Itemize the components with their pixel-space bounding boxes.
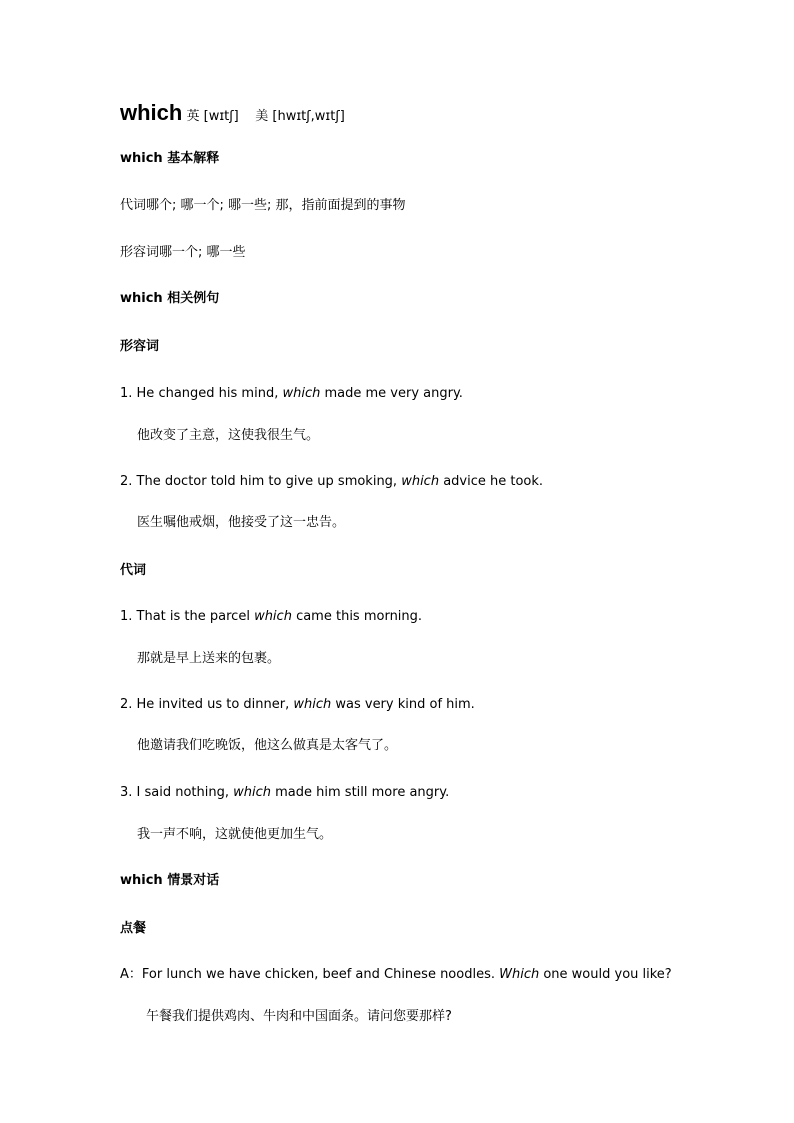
adj-example-2-cn: 医生嘱他戒烟，他接受了这一忠告。 bbox=[137, 515, 346, 530]
example-keyword: which bbox=[282, 386, 321, 401]
example-keyword: which bbox=[254, 609, 292, 624]
dialog-topic: 点餐 bbox=[120, 921, 147, 936]
dialog-text: one would you like? bbox=[539, 967, 672, 982]
dialog-keyword: Which bbox=[499, 967, 540, 982]
adj-heading: 形容词 bbox=[120, 339, 160, 354]
examples-heading: which 相关例句 bbox=[120, 291, 220, 306]
pron-example-3 bbox=[120, 784, 449, 802]
entry-word: which bbox=[120, 100, 183, 125]
adj-example-1-cn: 他改变了主意，这使我很生气。 bbox=[137, 428, 320, 443]
example-keyword: which bbox=[233, 785, 272, 800]
us-label: 美 bbox=[255, 109, 269, 124]
example-text: 3. I said nothing, bbox=[120, 785, 234, 800]
dialog-line bbox=[120, 966, 672, 984]
example-text: 2. The doctor told him to give up smoking, bbox=[120, 474, 402, 489]
dialog-line-cn: 午餐我们提供鸡肉、牛肉和中国面条。请问您要那样? bbox=[146, 1009, 452, 1024]
example-keyword: which bbox=[293, 697, 332, 712]
pron-example-1-cn: 那就是早上送来的包裹。 bbox=[137, 651, 281, 666]
pron-heading: 代词 bbox=[120, 563, 147, 578]
example-text: advice he took. bbox=[439, 474, 544, 489]
adj-example-2 bbox=[120, 473, 543, 491]
entry-header bbox=[120, 100, 345, 126]
example-text: made him still more angry. bbox=[271, 785, 450, 800]
uk-label: 英 bbox=[186, 109, 200, 124]
example-text: made me very angry. bbox=[320, 386, 463, 401]
pron-example-2-cn: 他邀请我们吃晚饭，他这么做真是太客气了。 bbox=[137, 738, 398, 753]
dialog-text: A：For lunch we have chicken, beef and Chinese noodles. bbox=[120, 967, 500, 982]
us-phonetic: [hwɪtʃ,wɪtʃ] bbox=[272, 109, 345, 124]
basic-heading: which 基本解释 bbox=[120, 151, 220, 166]
uk-phonetic: [wɪtʃ] bbox=[203, 109, 239, 124]
adj-example-1 bbox=[120, 385, 463, 403]
basic-pronoun-def: 代词哪个; 哪一个; 哪一些; 那，指前面提到的事物 bbox=[120, 198, 406, 213]
example-text: 2. He invited us to dinner, bbox=[120, 697, 294, 712]
example-text: came this morning. bbox=[291, 609, 423, 624]
example-keyword: which bbox=[401, 474, 440, 489]
pron-example-3-cn: 我一声不响，这就使他更加生气。 bbox=[137, 827, 333, 842]
dialog-heading: which 情景对话 bbox=[120, 873, 220, 888]
pron-example-1 bbox=[120, 608, 422, 626]
pron-example-2 bbox=[120, 696, 475, 714]
basic-adj-def: 形容词哪一个; 哪一些 bbox=[120, 245, 246, 260]
example-text: 1. That is the parcel bbox=[120, 609, 255, 624]
example-text: 1. He changed his mind, bbox=[120, 386, 283, 401]
example-text: was very kind of him. bbox=[331, 697, 475, 712]
